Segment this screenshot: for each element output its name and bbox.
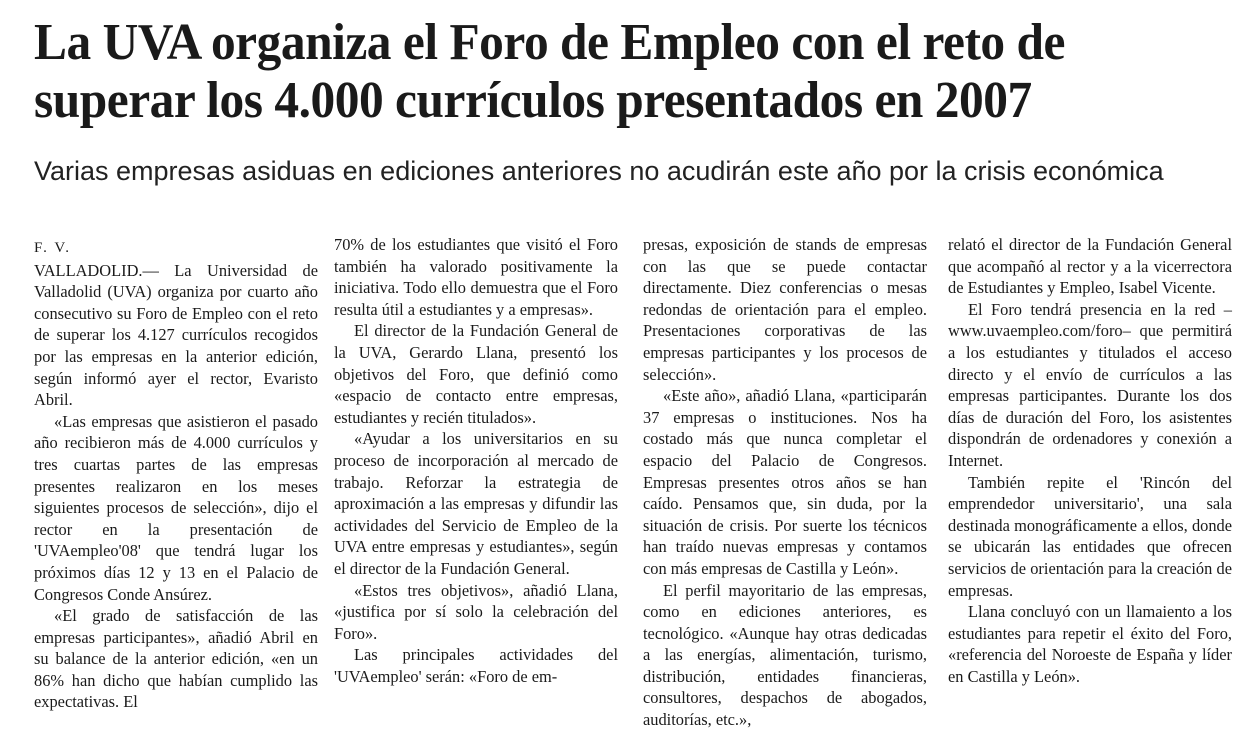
paragraph: «Este año», añadió Llana, «participarán 37 empresas o instituciones. Nos ha costado más que nunca completar el espacio del Palacio de Congresos. Empresas presentes otros años se han caído. Pensamos que, sin duda, por la situación de crisis. Por suerte los técnicos han traído nuevas empresas y contamos con más empresas de Castilla y León». xyxy=(643,386,927,578)
paragraph: Las principales actividades del 'UVAempleo' serán: «Foro de em- xyxy=(334,645,618,686)
subheadline: Varias empresas asiduas en ediciones anteriores no acudirán este año por la crisis económica xyxy=(34,156,1164,186)
headline xyxy=(34,14,1165,130)
paragraph: presas, exposición de stands de empresas con las que se puede contactar directamente. Diez conferencias o mesas redondas de orientación para el empleo. Presentaciones corporativas de las empresas participantes y los procesos de selección». xyxy=(643,235,927,384)
headline-line-1: La UVA organiza el Foro de Empleo con el reto de xyxy=(34,14,1065,71)
headline-line-2: superar los 4.000 currículos presentados en 2007 xyxy=(34,72,1032,129)
paragraph: También repite el 'Rincón del emprendedor universitario', una sala destinada monográficamente a ellos, donde se ubicarán las entidades que ofrecen servicios de orientación para la creación de empresas. xyxy=(948,472,1232,600)
article-column-3 xyxy=(643,234,927,731)
paragraph: VALLADOLID.— La Universidad de Valladolid (UVA) organiza por cuarto año consecutivo su Foro de Empleo con el reto de superar los 4.127 currículos recogidos por las empresas en la anterior edición, según informó ayer el rector, Evaristo Abril. xyxy=(34,260,318,410)
article-column-2 xyxy=(334,234,618,687)
paragraph: «El grado de satisfacción de las empresas participantes», añadió Abril en su balance de la anterior edición, «en un 86% han dicho que habían cumplido las expectativas. El xyxy=(34,606,318,712)
paragraph: relató el director de la Fundación General que acompañó al rector y a la vicerrectora de Estudiantes y Empleo, Isabel Vicente. xyxy=(948,235,1232,298)
paragraph: Llana concluyó con un llamaiento a los estudiantes para repetir el éxito del Foro, «referencia del Noroeste de España y líder en Castilla y León». xyxy=(948,602,1232,686)
paragraph: 70% de los estudiantes que visitó el Foro también ha valorado positivamente la iniciativa. Todo ello demuestra que el Foro resulta útil a estudiantes y a empresas». xyxy=(334,235,618,319)
article-column-4 xyxy=(948,234,1232,687)
paragraph: «Ayudar a los universitarios en su proceso de incorporación al mercado de trabajo. Reforzar la estrategia de aproximación a las empresas y difundir las actividades del Servicio de Empleo de la UVA entre empresas y estudiantes», según el director de la Fundación General. xyxy=(334,429,618,578)
paragraph: «Las empresas que asistieron el pasado año recibieron más de 4.000 currículos y tres cuartas partes de las empresas presentes realizaron en los meses siguientes procesos de selección», dijo el rector en la presentación de 'UVAempleo'08' que tendrá lugar los próximos días 12 y 13 en el Palacio de Congresos Conde Ansúrez. xyxy=(34,411,318,604)
byline: F. V. xyxy=(34,240,72,256)
paragraph: «Estos tres objetivos», añadió Llana, «justifica por sí solo la celebración del Foro». xyxy=(334,580,618,643)
paragraph: El perfil mayoritario de las empresas, como en ediciones anteriores, es tecnológico. «Aunque hay otras dedicadas a las energías, alimentación, turismo, distribución, entidades financieras, consultores, despachos de abogados, auditorías, etc.», xyxy=(643,580,927,730)
paragraph: El Foro tendrá presencia en la red –www.uvaempleo.com/foro– que permitirá a los estudiantes y titulados el acceso directo y el envío de currículos a las empresas participantes. Durante los dos días de duración del Foro, los asistentes dispondrán de ordenadores y conexión a Internet. xyxy=(948,299,1232,470)
paragraph: El director de la Fundación General de la UVA, Gerardo Llana, presentó los objetivos del Foro, que definió como «espacio de contacto entre empresas, estudiantes y recién titulados». xyxy=(334,321,618,427)
article-column-1 xyxy=(34,238,318,713)
